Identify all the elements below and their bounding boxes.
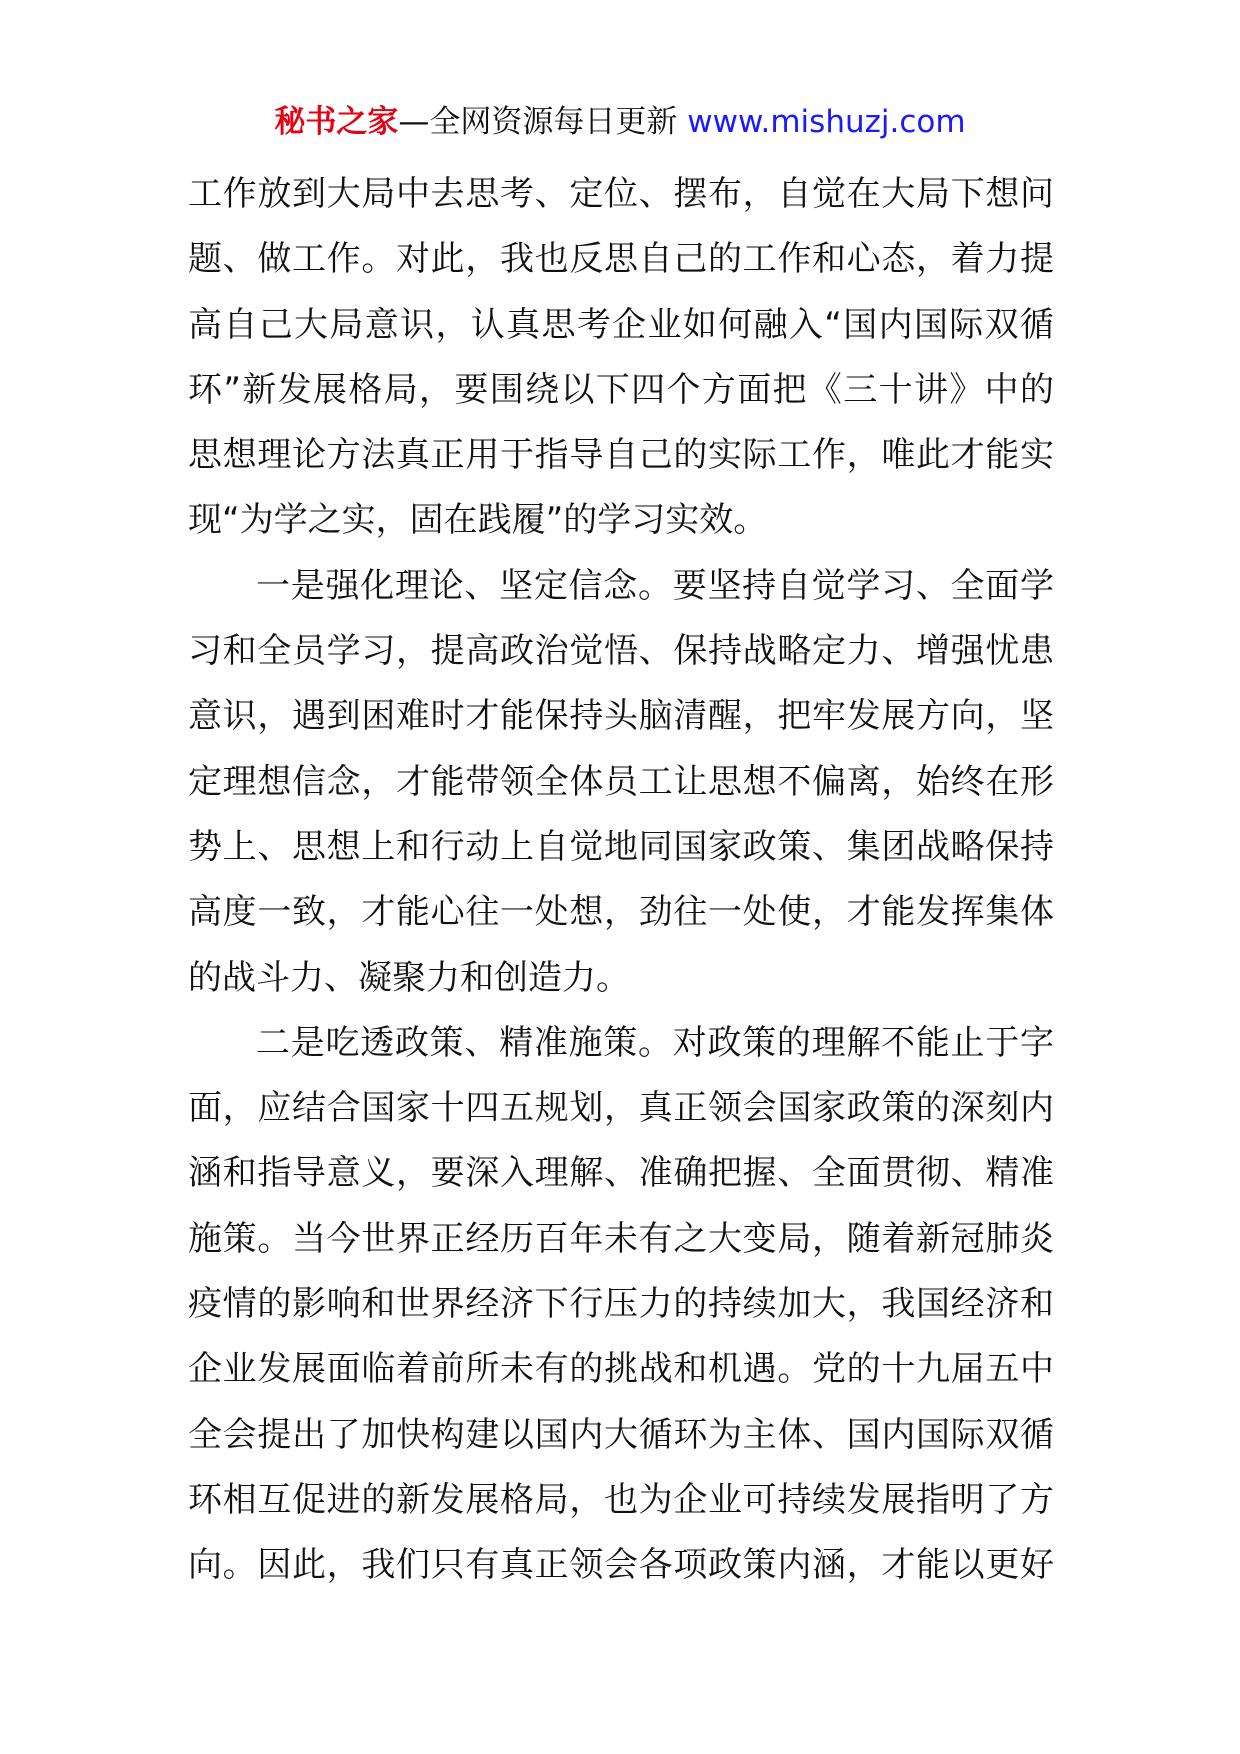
text-line: 向。因此，我们只有真正领会各项政策内涵，才能以更好 — [188, 1545, 1054, 1586]
site-url-link[interactable]: www.mishuzj.com — [687, 104, 966, 140]
text-line: 现“为学之实，固在践履”的学习实效。 — [188, 500, 768, 541]
text-line: 定理想信念，才能带领全体员工让思想不偏离，始终在形 — [188, 761, 1054, 802]
text-line: 势上、思想上和行动上自觉地同国家政策、集团战略保持 — [188, 826, 1054, 867]
text-line: 环”新发展格局，要围绕以下四个方面把《三十讲》中的 — [188, 369, 1054, 410]
paragraph-heading-line: 一是强化理论、坚定信念。要坚持自觉学习、全面学 — [256, 565, 1054, 606]
site-header — [0, 102, 1240, 142]
text-line: 施策。当今世界正经历百年未有之大变局，随着新冠肺炎 — [188, 1218, 1054, 1259]
paragraph-heading-line: 二是吃透政策、精准施策。对政策的理解不能止于字 — [256, 1022, 1054, 1063]
text-line: 企业发展面临着前所未有的挑战和机遇。党的十九届五中 — [188, 1349, 1054, 1390]
text-line: 习和全员学习，提高政治觉悟、保持战略定力、增强忧患 — [188, 631, 1054, 672]
text-line: 的战斗力、凝聚力和创造力。 — [188, 957, 630, 998]
document-body — [188, 162, 1054, 1599]
text-line: 高自己大局意识，认真思考企业如何融入“国内国际双循 — [188, 304, 1054, 345]
text-line: 疫情的影响和世界经济下行压力的持续加大，我国经济和 — [188, 1284, 1054, 1325]
text-line: 题、做工作。对此，我也反思自己的工作和心态，着力提 — [188, 239, 1054, 280]
text-line: 高度一致，才能心往一处想，劲往一处使，才能发挥集体 — [188, 892, 1054, 933]
text-line: 意识，遇到困难时才能保持头脑清醒，把牢发展方向，坚 — [188, 696, 1054, 737]
text-line: 全会提出了加快构建以国内大循环为主体、国内国际双循 — [188, 1414, 1054, 1455]
text-line: 涵和指导意义，要深入理解、准确把握、全面贯彻、精准 — [188, 1153, 1054, 1194]
brand-name: 秘书之家 — [274, 104, 399, 140]
text-line: 环相互促进的新发展格局，也为企业可持续发展指明了方 — [188, 1479, 1054, 1520]
text-line: 思想理论方法真正用于指导自己的实际工作，唯此才能实 — [188, 435, 1054, 476]
text-line: 工作放到大局中去思考、定位、摆布，自觉在大局下想问 — [188, 174, 1054, 214]
text-line: 面，应结合国家十四五规划，真正领会国家政策的深刻内 — [188, 1088, 1054, 1129]
header-slogan: —全网资源每日更新 — [398, 104, 688, 140]
